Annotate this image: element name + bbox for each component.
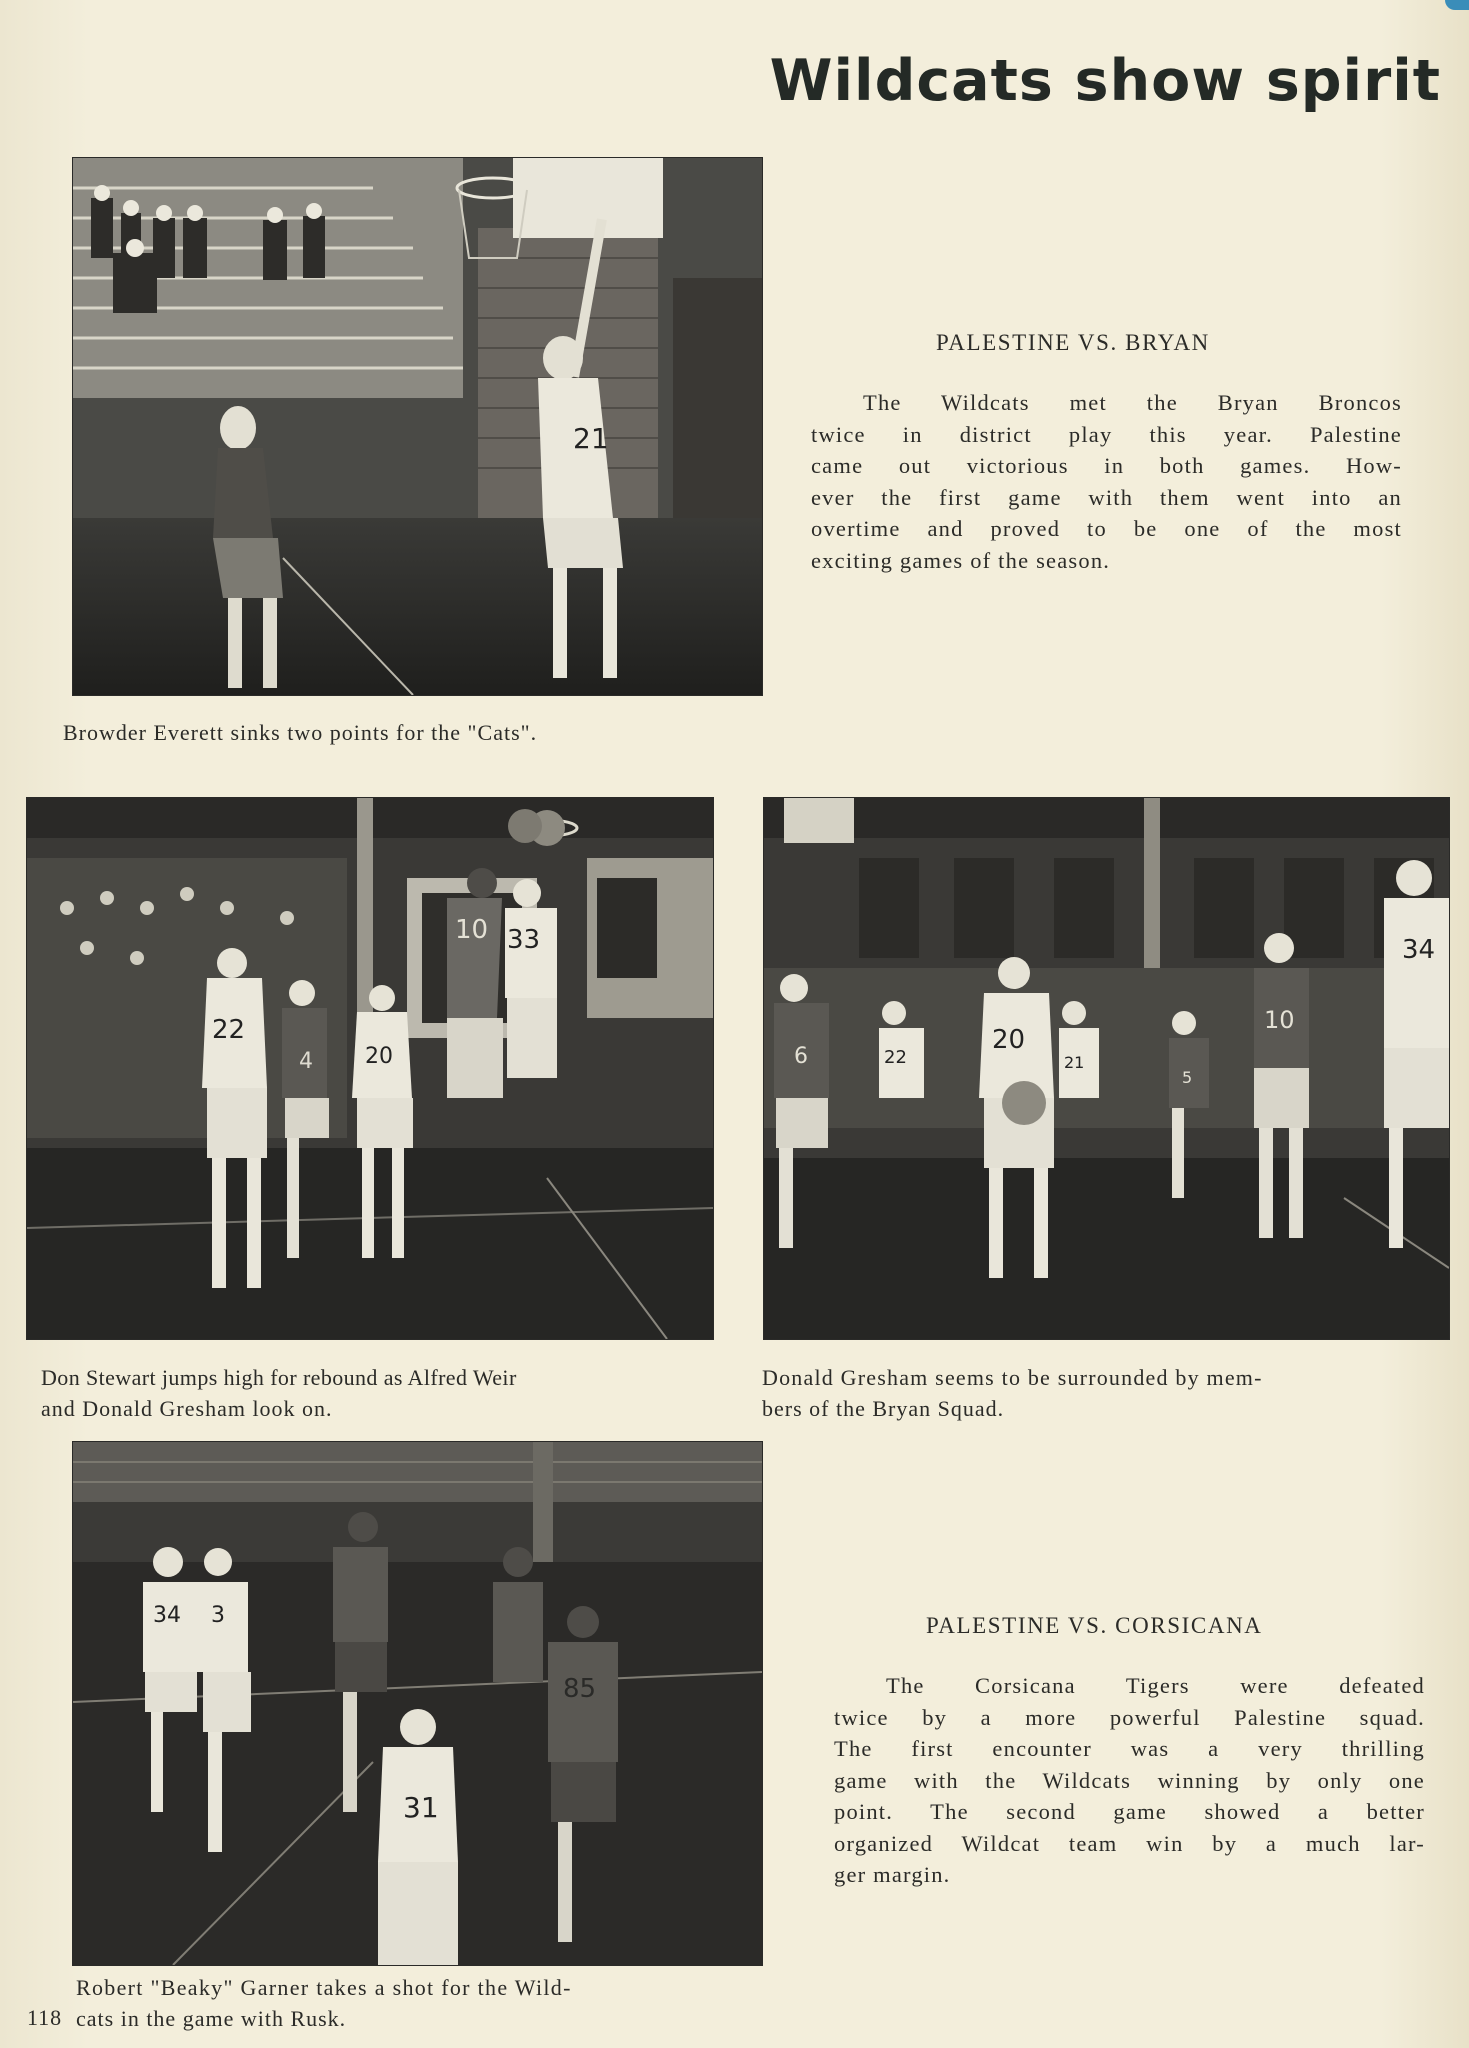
photo-don-stewart-rebound bbox=[26, 797, 714, 1340]
svg-text:10: 10 bbox=[455, 915, 489, 945]
caption-photo-3 bbox=[762, 1362, 1452, 1424]
corsicana-line-6: organized Wildcat team win by a much lar- bbox=[834, 1830, 1425, 1856]
caption-photo-1: Browder Everett sinks two points for the "Cats". bbox=[63, 720, 538, 745]
section-heading-corsicana: PALESTINE VS. CORSICANA bbox=[926, 1613, 1263, 1638]
bryan-line-6: exciting games of the season. bbox=[811, 547, 1111, 573]
caption-photo-2-line-2: and Donald Gresham look on. bbox=[41, 1396, 333, 1421]
photo-3-image bbox=[764, 798, 1449, 1339]
svg-text:22: 22 bbox=[212, 1015, 246, 1045]
corsicana-line-1: The Corsicana Tigers were defeated bbox=[886, 1673, 1425, 1698]
svg-text:33: 33 bbox=[507, 925, 541, 955]
photo-robert-garner-shot bbox=[72, 1441, 763, 1966]
svg-text:4: 4 bbox=[299, 1049, 313, 1074]
section-heading-bryan: PALESTINE VS. BRYAN bbox=[936, 330, 1210, 355]
svg-text:22: 22 bbox=[884, 1047, 907, 1068]
svg-text:34: 34 bbox=[1402, 935, 1436, 965]
svg-text:10: 10 bbox=[1264, 1006, 1295, 1034]
corsicana-line-7: ger margin. bbox=[834, 1862, 951, 1887]
svg-text:3: 3 bbox=[211, 1603, 225, 1628]
svg-text:20: 20 bbox=[992, 1025, 1026, 1055]
photo-4-image bbox=[73, 1442, 762, 1965]
bryan-line-4: ever the first game with them went into an bbox=[811, 484, 1402, 510]
svg-text:85: 85 bbox=[563, 1674, 597, 1704]
caption-photo-2-line-1: Don Stewart jumps high for rebound as Alfred Weir bbox=[41, 1365, 517, 1390]
page-corner-tab bbox=[1445, 0, 1469, 10]
svg-text:21: 21 bbox=[1064, 1053, 1085, 1072]
photo-2-image bbox=[27, 798, 713, 1339]
corsicana-line-2: twice by a more powerful Palestine squad. bbox=[834, 1704, 1425, 1730]
page-title: Wildcats show spirit bbox=[769, 48, 1441, 114]
bryan-line-3: came out victorious in both games. How- bbox=[811, 453, 1402, 478]
svg-text:34: 34 bbox=[153, 1603, 181, 1628]
bryan-line-5: overtime and proved to be one of the most bbox=[811, 516, 1402, 541]
svg-text:31: 31 bbox=[403, 1791, 439, 1824]
svg-text:21: 21 bbox=[573, 422, 609, 455]
photo-donald-gresham-surrounded bbox=[763, 797, 1450, 1340]
svg-text:6: 6 bbox=[794, 1044, 808, 1069]
caption-photo-3-line-2: bers of the Bryan Squad. bbox=[762, 1396, 1005, 1421]
caption-photo-3-line-1: Donald Gresham seems to be surrounded by mem- bbox=[762, 1365, 1263, 1390]
caption-photo-2 bbox=[41, 1362, 721, 1424]
caption-photo-4-line-2: cats in the game with Rusk. bbox=[76, 2006, 347, 2031]
bryan-line-1: The Wildcats met the Bryan Broncos bbox=[863, 390, 1402, 415]
svg-text:5: 5 bbox=[1182, 1068, 1193, 1087]
caption-photo-4-line-1: Robert "Beaky" Garner takes a shot for the Wild- bbox=[76, 1975, 572, 2000]
corsicana-line-3: The first encounter was a very thrilling bbox=[834, 1736, 1425, 1761]
photo-browder-everett bbox=[72, 157, 763, 696]
corsicana-line-5: point. The second game showed a better bbox=[834, 1799, 1425, 1824]
section-text-bryan bbox=[811, 387, 1402, 576]
bryan-line-2: twice in district play this year. Palestine bbox=[811, 421, 1402, 447]
section-text-corsicana bbox=[834, 1670, 1425, 1891]
svg-text:20: 20 bbox=[365, 1044, 393, 1069]
photo-1-image bbox=[73, 158, 762, 695]
page-number: 118 bbox=[27, 2005, 63, 2030]
corsicana-line-4: game with the Wildcats winning by only one bbox=[834, 1767, 1425, 1793]
caption-photo-4 bbox=[76, 1972, 766, 2034]
